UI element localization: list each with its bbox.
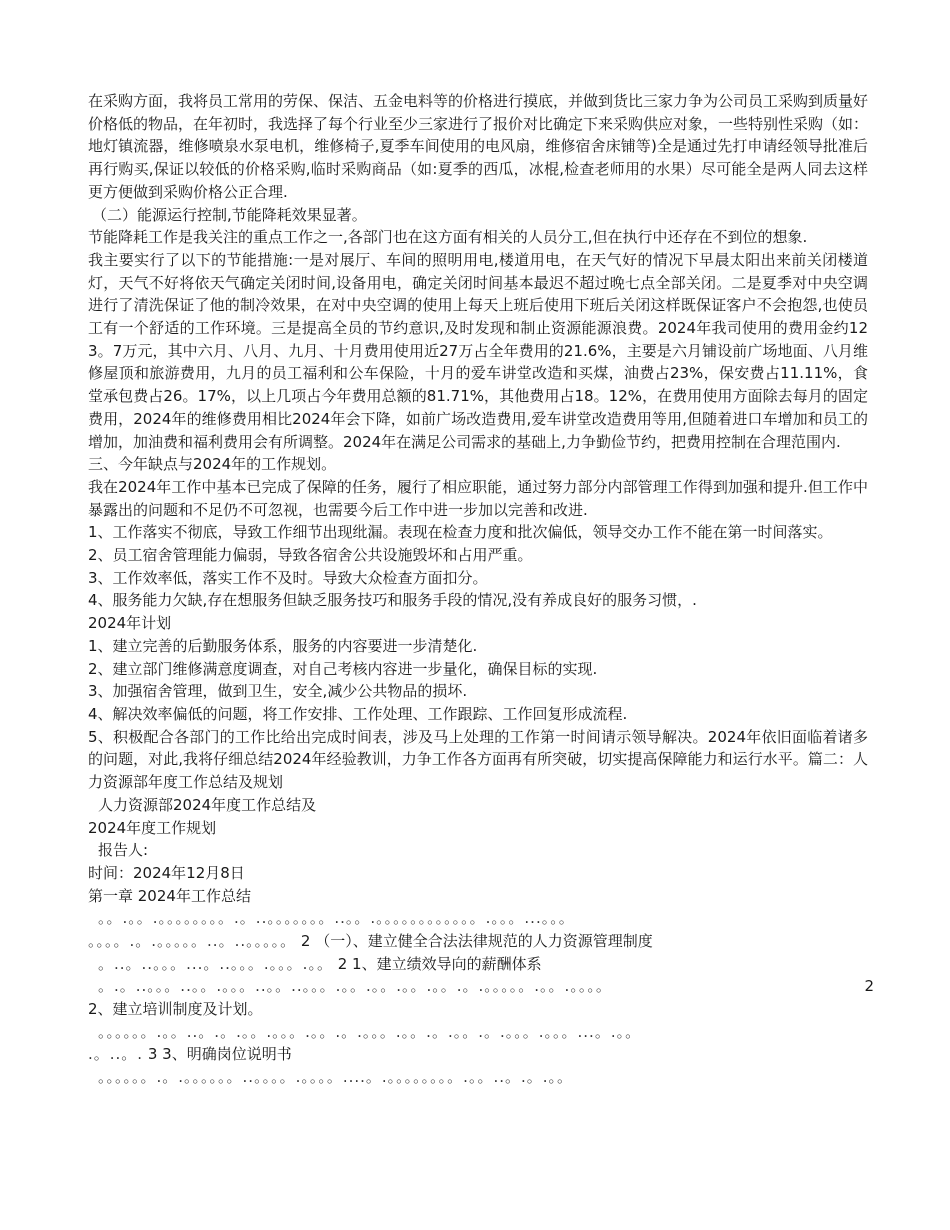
reporter-label: 报告人: bbox=[98, 841, 149, 860]
paragraph-procurement: 在采购方面，我将员工常用的劳保、保洁、五金电料等的价格进行摸底，并做到货比三家力争为公司员工采购到质量好价格低的物品，在年初时，我选择了每个行业至少三家进行了报价对比确定下来采购供应对象，一些特别性采购（如：地灯镇流器，维修喷泉水泵电机，维修椅子,夏季车间使用的电风扇，维修宿舍床铺等)全是通过先打申请经领导批准后再行购买,保证以较低的价格采购,临时采购商品（如:夏季的西瓜，冰棍,检查老师用的水果）尽可能全是两人同去这样更方便做到采购价格公正合理. bbox=[88, 92, 869, 201]
toc-entry-text: 2 1、建立绩效导向的薪酬体系 bbox=[337, 954, 542, 973]
toc-dots: 。.。..。。。..。。.。。。..。。..。。。.。。.。。.。。.。。.。.。。。。。.。。.。。。。 bbox=[98, 977, 612, 996]
list-item-plan-3: 3、加强宿舍管理，做到卫生，安全,减少公共物品的损坏. bbox=[88, 682, 468, 701]
plan-heading: 2024年计划 bbox=[88, 614, 172, 633]
toc-entry-text: 2 （一）、建立健全合法法律规范的人力资源管理制度 bbox=[300, 932, 653, 950]
chapter-heading: 第一章 2024年工作总结 bbox=[88, 886, 251, 905]
paragraph-shortcomings-intro: 我在2024年工作中基本已完成了保障的任务，履行了相应职能，通过努力部分内部管理工作得到加强和提升.但工作中暴露出的问题和不足仍不可忽视，也需要今后工作中进一步加以完善和改进. bbox=[88, 477, 868, 519]
section-heading-energy: （二）能源运行控制,节能降耗效果显著。 bbox=[92, 205, 367, 224]
toc-dots: 。。.。。.。。。。。。。。.。..。。。。。。。..。。.。。。。。。。。。。。。.。。。...。。。 bbox=[98, 909, 575, 928]
table-of-contents bbox=[88, 907, 874, 1089]
list-item-plan-5: 5、积极配合各部门的工作比给出完成时间表，涉及马上处理的工作第一时间请示领导解决。2024年依旧面临着诸多的问题，对此,我将仔细总结2024年经验教训，力争工作各方面再有所突破，切实提高保障能力和运行水平。篇二：人力资源部年度工作总结及规划 bbox=[88, 727, 868, 792]
toc-entry[interactable] bbox=[88, 953, 868, 976]
report-date: 时间：2024年12月8日 bbox=[88, 863, 245, 882]
toc-dots: 。。。。.。.。。。。。..。..。。。。。 bbox=[88, 932, 297, 950]
toc-leader-line bbox=[88, 1021, 868, 1044]
document-page bbox=[88, 90, 874, 1089]
list-item-plan-4: 4、解决效率偏低的问题，将工作安排、工作处理、工作跟踪、工作回复形成流程. bbox=[88, 704, 628, 723]
toc-dots: 。..。..。。。...。..。。。.。。。.。。 bbox=[98, 954, 333, 973]
toc-leader-line bbox=[88, 907, 868, 930]
toc-entry[interactable] bbox=[88, 1043, 868, 1066]
toc-entry[interactable] bbox=[88, 930, 868, 953]
report-title-line-2: 2024年度工作规划 bbox=[88, 818, 217, 837]
toc-entry[interactable] bbox=[88, 975, 874, 998]
list-item-shortcoming-1: 1、工作落实不彻底，导致工作细节出现纰漏。表现在检查力度和批次偏低，领导交办工作不能在第一时间落实。 bbox=[88, 523, 833, 542]
toc-entry-text: 3 3、明确岗位说明书 bbox=[147, 1045, 292, 1064]
paragraph-energy-intro: 节能降耗工作是我关注的重点工作之一,各部门也在这方面有相关的人员分工,但在执行中还存在不到位的想象. bbox=[88, 228, 808, 247]
list-item-shortcoming-3: 3、工作效率低，落实工作不及时。导致大众检查方面扣分。 bbox=[88, 568, 488, 587]
toc-dots: .。..。. bbox=[88, 1045, 144, 1064]
toc-leader-line bbox=[88, 1066, 868, 1089]
toc-entry-text: 2、建立培训制度及计划。 bbox=[88, 1000, 263, 1019]
list-item-shortcoming-4: 4、服务能力欠缺,存在想服务但缺乏服务技巧和服务手段的情况,没有养成良好的服务习惯，. bbox=[88, 591, 697, 610]
list-item-plan-1: 1、建立完善的后勤服务体系，服务的内容要进一步清楚化. bbox=[88, 636, 478, 655]
list-item-shortcoming-2: 2、员工宿舍管理能力偏弱，导致各宿舍公共设施毁坏和占用严重。 bbox=[88, 546, 533, 565]
paragraph-energy-measures: 我主要实行了以下的节能措施:一是对展厅、车间的照明用电,楼道用电，在天气好的情况下早晨太阳出来前关闭楼道灯，天气不好将依天气确定关闭时间,设备用电，确定关闭时间基本最迟不超过晚七点全部关闭。二是夏季对中央空调进行了清洗保证了他的制冷效果，在对中央空调的使用上每天上班后使用下班后关闭这样既保证客户不会抱怨,也使员工有一个舒适的工作环境。三是提高全员的节约意识,及时发现和制止资源能源浪费。2024年我司使用的费用金约123。7万元，其中六月、八月、九月、十月费用使用近27万占全年费用的21.6%，主要是六月铺设前广场地面、八月维修屋顶和旅游费用，九月的员工福利和公车保险，十月的爱车讲堂改造和买煤，油费占23%，保安费占11.11%，食堂承包费占26。17%，以上几项占今年费用总额的81.71%，其他费用占18。12%，在费用使用方面除去每月的固定费用，2024年的维修费用相比2024年会下降，如前广场改造费用,爱车讲堂改造费用等用,但随着进口车增加和员工的增加，加油费和福利费用会有所调整。2024年在满足公司需求的基础上,力争勤俭节约，把费用控制在合理范围内. bbox=[88, 250, 868, 451]
report-title-line-1: 人力资源部2024年度工作总结及 bbox=[98, 795, 317, 814]
toc-dots: 。。。。。。.。.。。。。。。..。。。。.。。。。....。.。。。。。。。。.。。..。.。.。。 bbox=[98, 1068, 574, 1087]
list-item-plan-2: 2、建立部门维修满意度调查，对自己考核内容进一步量化，确保目标的实现. bbox=[88, 659, 598, 678]
toc-dots: 。。。。。。.。。..。.。.。。.。。。.。。.。.。。。.。。.。.。。.。.。。。.。。。...。.。。 bbox=[98, 1022, 642, 1041]
section-heading-shortcomings: 三、今年缺点与2024年的工作规划。 bbox=[88, 455, 337, 474]
toc-page-number: 2 bbox=[864, 977, 874, 996]
